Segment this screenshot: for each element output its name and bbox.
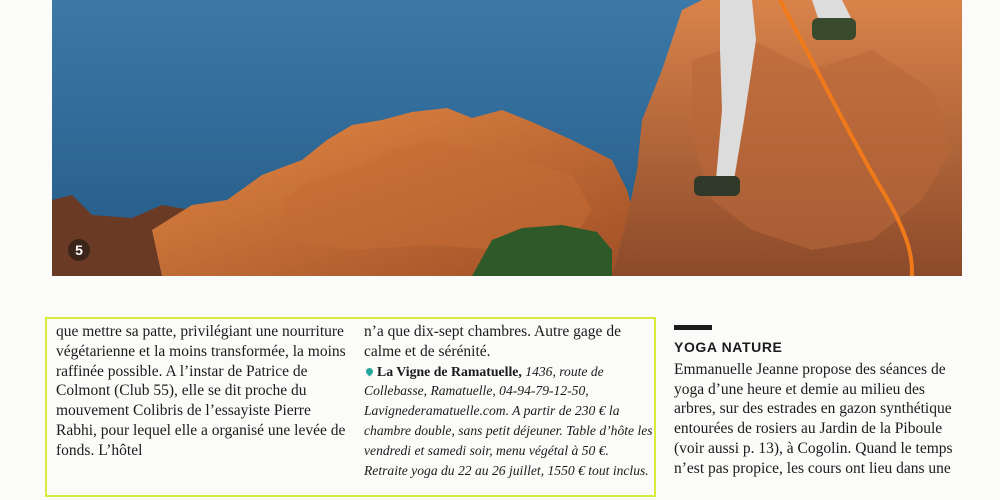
article-column-middle xyxy=(364,322,654,480)
coastal-climbing-image xyxy=(52,0,962,276)
location-pin-icon xyxy=(365,367,375,377)
climbing-photo xyxy=(52,0,962,276)
article-column-left xyxy=(56,322,346,461)
photo-caption-number: 5 xyxy=(68,239,90,261)
section-rule xyxy=(674,325,712,330)
venue-name: La Vigne de Ramatuelle, xyxy=(377,363,522,379)
section-paragraph: Emmanuelle Jeanne propose des séances de yoga d’une heure et demie au milieu des arbres, sur des estrades en gazon synthétique entourées de rosiers au Jardin de la Piboule (voir aussi p. 13), à Cogolin. Quand le temps n’est pas propice, les cours ont lieu dans une xyxy=(674,360,953,477)
section-title: YOGA NATURE xyxy=(674,339,783,355)
practical-info xyxy=(364,362,654,481)
article-paragraph-continued: n’a que dix-sept chambres. Autre gage de calme et de sérénité. xyxy=(364,323,621,360)
sidebar-column-right xyxy=(674,325,969,479)
venue-details: 1436, route de Collebasse, Ramatuelle, 04-94-79-12-50, Lavignederamatuelle.com. A partir de 230 € la chambre double, sans petit déjeuner. Table d’hôte les vendredi et samedi soir, menu végétal à 50 €. Retraite yoga du 22 au 26 juillet, 1550 € tout inclus. xyxy=(364,363,653,478)
article-paragraph: que mettre sa patte, privilégiant une nourriture végétarienne et la moins transformée, la moins raffinée possible. A l’instar de Patrice de Colmont (Club 55), elle se dit proche du mouvement Colibris de l’essayiste Pierre Rabhi, pour lequel elle a organisé une levée de fonds. L’hôtel xyxy=(56,323,346,459)
